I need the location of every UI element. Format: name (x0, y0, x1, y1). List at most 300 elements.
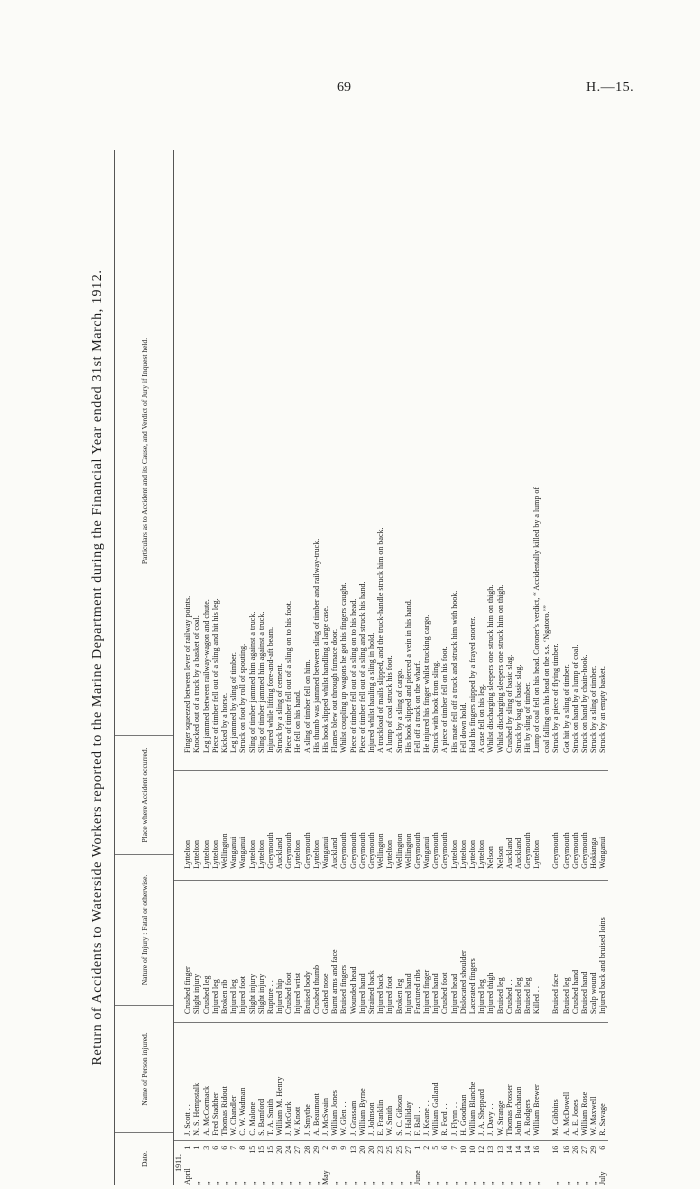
header-nature: Nature of Injury : Fatal or otherwise. (115, 854, 173, 1005)
table-row (238, 150, 247, 1185)
row-place: Greymouth (348, 832, 358, 869)
row-place: Greymouth (412, 832, 422, 869)
row-month: „ (385, 1181, 395, 1185)
row-month: „ (486, 1181, 496, 1185)
column-rule (174, 1140, 608, 1141)
accident-table (114, 150, 608, 1185)
year-row (174, 150, 183, 1185)
row-day: 12 (477, 1145, 487, 1154)
row-place: Lyttelton (256, 839, 266, 869)
row-injury: Crushed . . (504, 979, 514, 1015)
row-day (542, 1142, 551, 1164)
row-month: „ (458, 1181, 468, 1185)
row-month: „ (366, 1181, 376, 1185)
row-name: C. Malone (247, 1101, 257, 1136)
table-row (413, 150, 422, 1185)
table-row (450, 150, 459, 1185)
row-month: „ (219, 1181, 229, 1185)
row-month: „ (256, 1181, 266, 1185)
table-row (303, 150, 312, 1185)
row-name: Fred Stadther (210, 1092, 220, 1136)
row-place: Greymouth (523, 832, 533, 869)
row-day: 10 (468, 1145, 477, 1154)
row-name: William Brewer (532, 1084, 542, 1136)
row-month: „ (449, 1181, 459, 1185)
row-day: 20 (366, 1145, 376, 1154)
row-place: Wanganui (229, 836, 239, 869)
row-particulars: Sling of timber jammed him against a truck. (247, 611, 257, 753)
row-month: „ (339, 1181, 349, 1185)
row-day: 8 (238, 1145, 248, 1150)
row-name: William Byrne (357, 1088, 367, 1136)
row-name: R. Savage (598, 1103, 608, 1136)
row-day: 25 (385, 1145, 395, 1154)
table-row (404, 150, 413, 1185)
table-row (220, 150, 229, 1185)
row-particulars: His mate fell off a truck and struck him with hook. (449, 590, 459, 753)
page-number: 69 (337, 80, 351, 95)
row-month (542, 1163, 551, 1185)
row-injury: Bruised leg (523, 977, 533, 1015)
row-name: W. Maxwell (589, 1096, 599, 1136)
row-name: J. Smythe (302, 1104, 312, 1136)
row-particulars: Crushed by sling of basic slag. (504, 654, 514, 753)
table-row (385, 150, 394, 1185)
row-month: „ (311, 1181, 321, 1185)
row-day: 6 (219, 1145, 229, 1150)
row-injury: Crushed foot (440, 972, 450, 1015)
row-particulars: His hook slipped and pierced a vein in his hand. (403, 599, 413, 753)
row-month: „ (265, 1181, 275, 1185)
row-month: „ (293, 1181, 303, 1185)
row-month: July (598, 1171, 608, 1185)
row-name: F. Ball . . (412, 1106, 422, 1136)
row-injury: Bruised leg (495, 977, 505, 1015)
row-name: H. Goodman (458, 1094, 468, 1136)
row-particulars: A truckload of mails slipped, and the truck-handle struck him on back. (376, 527, 386, 753)
header-place: Place where Accident occurred. (115, 735, 173, 854)
row-place: Greymouth (339, 832, 349, 869)
row-month: „ (580, 1181, 590, 1185)
table-row (431, 150, 440, 1185)
row-day: 2 (422, 1145, 432, 1150)
row-name: Thomas Ridout (219, 1086, 229, 1136)
row-month: „ (284, 1181, 294, 1185)
row-place: Nelson (486, 846, 496, 869)
row-particulars: Whilst coupling up wagons he got his fingers caught. (339, 582, 349, 753)
row-name: William Galland (431, 1082, 441, 1136)
table-row (486, 150, 495, 1185)
row-injury: Injured hand (403, 973, 413, 1015)
row-place: Lyttelton (293, 839, 303, 869)
row-particulars: Piece of timber fell out of a sling and hit his leg. (210, 598, 220, 753)
row-day: 10 (458, 1145, 468, 1154)
row-particulars: He injured his finger whilst trucking cargo. (422, 614, 432, 753)
row-particulars: Leg jammed between railway-wagon and chute. (201, 599, 211, 753)
table-row (358, 150, 367, 1185)
row-place: Wellington (376, 833, 386, 869)
row-particulars: Injured whilst hauling a sling in hold. (366, 632, 376, 753)
row-injury: Injured foot (238, 976, 248, 1015)
row-place: Greymouth (431, 832, 441, 869)
row-name: C. W. Wadman (238, 1087, 248, 1136)
row-name: A. Rodgers (523, 1099, 533, 1136)
row-month: May (321, 1170, 330, 1185)
row-month: „ (192, 1181, 202, 1185)
table-row (248, 150, 257, 1185)
table-row (459, 150, 468, 1185)
row-particulars: Fell down hold. (458, 702, 468, 753)
row-day: 28 (302, 1145, 312, 1154)
row-place: Lyttelton (449, 839, 459, 869)
row-place: Lyttelton (247, 839, 257, 869)
row-particulars: His thumb was jammed between sling of timber and railway-truck. (311, 538, 321, 753)
row-day: 15 (265, 1145, 275, 1154)
row-month: „ (376, 1181, 386, 1185)
row-name (542, 1020, 551, 1142)
table-row (330, 150, 339, 1185)
row-name: J. Scott . . (183, 1104, 193, 1136)
row-day: 14 (523, 1145, 533, 1154)
row-injury: Bruised leg (561, 977, 571, 1015)
row-injury: Injured leg (477, 979, 487, 1015)
row-month: „ (570, 1181, 580, 1185)
row-name: W. Smith (385, 1105, 395, 1136)
row-place: Greymouth (284, 832, 294, 869)
row-particulars: Struck on hand by chain-hook. (580, 654, 590, 753)
row-month: „ (561, 1181, 571, 1185)
row-particulars: Struck on hand by a lump of coal. (570, 644, 580, 753)
row-injury: Dislocated shoulder (458, 950, 468, 1015)
row-particulars: Hit by sling of timber. (523, 682, 533, 753)
row-particulars: Piece of timber fell out of a sling and struck his hand. (357, 581, 367, 753)
row-place: Nelson (495, 846, 505, 869)
row-particulars: Injured while lifting fore-and-aft beam. (265, 627, 275, 753)
row-name: J. McGurk (284, 1101, 294, 1136)
row-day: 6 (598, 1145, 608, 1150)
table-row (562, 150, 571, 1185)
table-row (211, 150, 220, 1185)
table-row (532, 150, 541, 1185)
table-row (275, 150, 284, 1185)
row-day: 2 (321, 1145, 330, 1150)
row-month: „ (550, 1181, 560, 1185)
row-particulars: Kicked by a horse. (219, 692, 229, 753)
table-row (542, 150, 551, 1185)
row-particulars: Struck with hook from sling. (431, 660, 441, 753)
row-name: J. McSwain (321, 1097, 330, 1136)
row-month: „ (422, 1181, 432, 1185)
row-name: A. E. Jones (570, 1099, 580, 1136)
table-row (229, 150, 238, 1185)
row-particulars: coal falling on his head on the s.s. ‘Ngatoro.’” (541, 605, 551, 753)
row-injury: Injured hand (431, 973, 441, 1015)
table-row (514, 150, 523, 1185)
row-day: 3 (201, 1145, 211, 1150)
table-row (395, 150, 404, 1185)
row-month: „ (229, 1181, 239, 1185)
table-row (376, 150, 385, 1185)
row-place: Lyttelton (183, 839, 193, 869)
row-particulars: A sling of timber fell on him. (302, 659, 312, 753)
row-injury: Injured finger (422, 969, 432, 1015)
row-name: R. Ford . . (440, 1103, 450, 1136)
row-day: 26 (570, 1145, 580, 1154)
row-day: 16 (550, 1145, 560, 1154)
row-particulars: A case fell on his leg. (477, 684, 487, 753)
table-row (349, 150, 358, 1185)
row-place: Greymouth (570, 832, 580, 869)
row-day: 13 (495, 1145, 505, 1154)
row-month: „ (330, 1181, 340, 1185)
table-row (589, 150, 598, 1185)
row-day: 6 (440, 1145, 450, 1150)
row-day: 7 (449, 1145, 459, 1150)
table-row (312, 150, 321, 1185)
row-injury: Slight injury (256, 973, 266, 1015)
row-day: 20 (357, 1145, 367, 1154)
row-month: „ (440, 1181, 450, 1185)
row-day: 7 (229, 1145, 239, 1150)
row-place: Wanganui (238, 836, 248, 869)
rotated-table-region (88, 150, 618, 1185)
row-month: „ (504, 1181, 514, 1185)
table-row (257, 150, 266, 1185)
table-row (505, 150, 514, 1185)
row-month: „ (468, 1181, 477, 1185)
row-particulars: Leg jammed by sling of timber. (229, 652, 239, 753)
row-injury: Slight injury (192, 973, 202, 1015)
row-month: „ (348, 1181, 358, 1185)
row-name: A. McCormack (201, 1086, 211, 1136)
row-place: Greymouth (366, 832, 376, 869)
row-month: „ (589, 1181, 599, 1185)
row-injury: Bruised face (550, 973, 560, 1015)
table-row (580, 150, 589, 1185)
table-row (293, 150, 302, 1185)
table-row (571, 150, 580, 1185)
row-day: 14 (513, 1145, 523, 1154)
row-injury: Scalp wound (589, 972, 599, 1015)
row-place: Lyttelton (385, 839, 395, 869)
row-particulars: Got hit by a sling of timber. (561, 664, 571, 753)
row-month: „ (532, 1181, 542, 1185)
row-month: April (183, 1168, 193, 1185)
row-place: Greymouth (357, 832, 367, 869)
column-rule (174, 1022, 608, 1023)
row-injury: Injured wrist (293, 972, 303, 1015)
row-day: 13 (348, 1145, 358, 1154)
table-row (477, 150, 486, 1185)
row-name: William M. Henry (275, 1076, 285, 1136)
row-name: William Rose (580, 1091, 590, 1136)
row-month: „ (523, 1181, 533, 1185)
row-place: Wellington (219, 833, 229, 869)
row-day: 16 (561, 1145, 571, 1154)
row-name: S. Bamford (256, 1098, 266, 1136)
row-month: „ (275, 1181, 285, 1185)
row-name: W. Knott (293, 1106, 303, 1136)
row-name: N. S. Hempstalk (192, 1082, 202, 1136)
row-place: Wanganui (422, 836, 432, 869)
row-particulars: Fell off a truck on the wharf. (412, 660, 422, 753)
row-name: W. Chandler (229, 1095, 239, 1136)
row-injury: Crushed leg (201, 975, 211, 1015)
row-particulars: Had his fingers nipped by a frayed snorter. (468, 616, 477, 753)
row-name: M. Gibbins (550, 1099, 560, 1136)
row-name: J. Grassam (348, 1100, 358, 1136)
row-place: Greymouth (440, 832, 450, 869)
table-row (192, 150, 201, 1185)
table-header (115, 150, 174, 1185)
row-particulars: Finger squeezed between lever of railway points. (183, 595, 193, 753)
row-injury: Bruised leg (513, 977, 523, 1015)
row-injury: Injured hip (275, 978, 285, 1015)
column-rule (174, 770, 608, 771)
table-row (422, 150, 431, 1185)
row-day: 29 (311, 1145, 321, 1154)
row-place: Auckland (504, 837, 514, 869)
row-injury: Crushed thumb (311, 964, 321, 1015)
row-particulars: Struck on foot by roll of spouting. (238, 643, 248, 753)
row-name: A. Beaumont (311, 1093, 321, 1136)
row-injury: Bruised fingers (339, 964, 349, 1015)
table-row (339, 150, 348, 1185)
row-day: 16 (532, 1145, 542, 1154)
row-name: William Jones (330, 1090, 340, 1136)
row-injury: Bruised hand (580, 971, 590, 1015)
row-place: Wellington (403, 833, 413, 869)
row-particulars: Piece of timber fell out of a sling on to his foot. (284, 600, 294, 753)
row-injury: Slight injury (247, 973, 257, 1015)
row-place: Wanganui (598, 836, 608, 869)
row-particulars: A lump of coal struck his foot. (385, 655, 395, 753)
table-row (496, 150, 505, 1185)
row-injury: Injured thigh (486, 972, 496, 1015)
row-name: S. C. Gibson (394, 1094, 404, 1136)
row-place: Auckland (330, 837, 340, 869)
row-injury: Broken rib (219, 979, 229, 1015)
row-day: 23 (376, 1145, 386, 1154)
row-injury: Injured leg (229, 979, 239, 1015)
row-particulars: Sling of timber jammed him against a truck. (256, 611, 266, 753)
row-name: William Blanche (468, 1081, 477, 1136)
table-body (174, 150, 608, 1185)
row-month: „ (302, 1181, 312, 1185)
row-month: „ (394, 1181, 404, 1185)
row-day: 20 (275, 1145, 285, 1154)
row-place: Wanganui (321, 836, 330, 869)
row-place: Auckland (513, 837, 523, 869)
row-injury (542, 875, 551, 1020)
row-day: 24 (284, 1145, 294, 1154)
row-injury: Injured leg (210, 979, 220, 1015)
table-row (367, 150, 376, 1185)
row-particulars: He fell on his hand. (293, 690, 303, 753)
row-month: „ (357, 1181, 367, 1185)
row-name: J. Johnson (366, 1102, 376, 1136)
row-name: J. Davy . . (486, 1103, 496, 1136)
row-day: 5 (431, 1145, 441, 1150)
row-injury: Injured head (449, 973, 459, 1015)
row-particulars: Knocked out of a truck by a basket of coal. (192, 615, 202, 753)
row-injury: Rupture . . (265, 980, 275, 1015)
row-place (542, 761, 551, 875)
row-injury: Fractured ribs (412, 969, 422, 1015)
row-place: Auckland (275, 837, 285, 869)
row-place: Lyttelton (210, 839, 220, 869)
table-row (202, 150, 211, 1185)
row-day: 1 (183, 1145, 193, 1150)
row-name: John Buchanan (513, 1086, 523, 1136)
row-injury: Crushed hand (570, 969, 580, 1015)
table-row (551, 150, 562, 1185)
report-id: H.—15. (586, 80, 635, 95)
table-title: Return of Accidents to Waterside Workers reported to the Marine Department during the Financial Year ended 31st March, 1912. (90, 269, 105, 1066)
table-row (266, 150, 275, 1185)
header-name: Name of Person injured. (115, 1005, 173, 1132)
row-injury: Injured back and bruised loins (598, 917, 608, 1015)
row-month: „ (201, 1181, 211, 1185)
table-row (523, 150, 532, 1185)
row-name: J. A. Sheppard (477, 1089, 487, 1136)
row-place: Lyttelton (201, 839, 211, 869)
header-particulars: Particulars as to Accident and its Cause, and Verdict of Jury if Inquest held. (139, 337, 149, 565)
row-name: J. Keane . . (422, 1100, 432, 1136)
row-particulars: Flames blew out through furnace door. (330, 628, 340, 753)
row-day: 9 (330, 1145, 340, 1150)
table-row (321, 150, 330, 1185)
row-name: T. A. Smith (265, 1099, 275, 1136)
row-injury: Crushed finger (183, 966, 193, 1015)
row-day: 1 (192, 1145, 202, 1150)
row-injury: Injured hand (357, 973, 367, 1015)
row-injury: Lacerated fingers (468, 958, 477, 1015)
row-place: Greymouth (580, 832, 590, 869)
row-place: Hokianga (589, 837, 599, 869)
table-row (598, 150, 607, 1185)
row-name: Thomas Prosser (504, 1084, 514, 1136)
row-day: 14 (504, 1145, 514, 1154)
row-injury: Burnt arms and face (330, 949, 340, 1015)
row-month: „ (238, 1181, 248, 1185)
table-row (183, 150, 192, 1185)
row-particulars: Piece of timber fell out of a sling on to his head. (348, 598, 358, 753)
row-particulars: Struck by a sling of cement. (275, 663, 285, 753)
row-day: 27 (293, 1145, 303, 1154)
row-particulars: Struck by a piece of flying timber. (550, 643, 560, 753)
row-place: Greymouth (550, 832, 560, 869)
row-month: „ (495, 1181, 505, 1185)
row-particulars: Whilst discharging sleepers one struck him on thigh. (486, 584, 496, 753)
row-place: Lyttelton (192, 839, 202, 869)
column-rule (174, 880, 608, 881)
row-name: J. Halliday (403, 1101, 413, 1136)
row-place: Greymouth (265, 832, 275, 869)
row-injury: Crushed foot (284, 972, 294, 1015)
row-day: 13 (486, 1145, 496, 1154)
row-place: Lyttelton (458, 839, 468, 869)
row-particulars: Struck by bag of basic slag. (513, 664, 523, 753)
row-month: „ (477, 1181, 487, 1185)
row-place: Lyttelton (477, 839, 487, 869)
row-name: W. Glen . . (339, 1101, 349, 1136)
row-particulars: Struck by a sling of cargo. (394, 668, 404, 753)
row-particulars: Struck by a sling of timber. (589, 665, 599, 753)
row-month: „ (513, 1181, 523, 1185)
header-date: Date. (115, 1132, 173, 1185)
row-particulars: His hook slipped whilst handling a large case. (321, 606, 330, 753)
